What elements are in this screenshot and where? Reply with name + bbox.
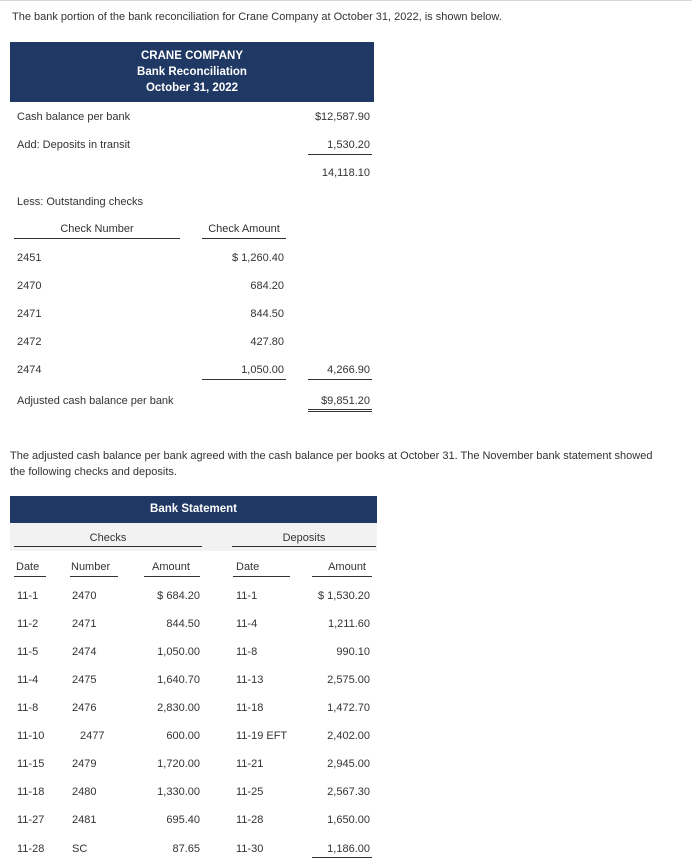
adjusted-balance-value: $9,851.20	[321, 395, 370, 407]
row-number: 2481	[72, 814, 97, 826]
row-date: 11-8	[17, 702, 39, 714]
deposits-label: Add: Deposits in transit	[17, 139, 131, 151]
checks-group-header: Checks	[89, 532, 127, 544]
deposits-value: 1,530.20	[327, 139, 370, 151]
outstanding-check-amount: 427.80	[250, 336, 284, 348]
row-deposit-amount: 1,211.60	[327, 618, 370, 630]
row-deposit-date: 11-28	[236, 814, 264, 826]
row-date: 11-27	[17, 814, 45, 826]
col-amount-header: Amount	[152, 561, 190, 573]
row-deposit-amount: 2,402.00	[327, 730, 370, 742]
row-number: 2480	[72, 786, 97, 798]
row-number: 2470	[72, 590, 97, 602]
row-amount: 1,050.00	[157, 646, 200, 658]
row-amount: 844.50	[166, 618, 200, 630]
deposits-group-header: Deposits	[282, 532, 326, 544]
check-number-header: Check Number	[60, 223, 134, 235]
deposits-group-underline	[232, 546, 376, 547]
last-deposit-underline	[312, 857, 372, 858]
row-number: 2475	[72, 674, 97, 686]
outstanding-check-number: 2470	[17, 280, 42, 292]
row-date: 11-18	[17, 786, 45, 798]
outstanding-check-number: 2451	[17, 252, 42, 264]
row-amount: 1,720.00	[157, 758, 200, 770]
col-dep-date-header: Date	[236, 561, 260, 573]
row-deposit-date: 11-8	[236, 646, 258, 658]
row-deposit-date: 11-4	[236, 618, 258, 630]
top-border	[0, 0, 692, 1]
row-deposit-date: 11-19 EFT	[236, 730, 288, 742]
checks-amount-underline	[202, 379, 286, 380]
reconciliation-date: October 31, 2022	[145, 82, 239, 94]
check-amount-header-underline	[202, 238, 286, 239]
row-deposit-date: 11-18	[236, 702, 264, 714]
col-dep-date-underline	[233, 576, 290, 577]
col-dep-amount-underline	[312, 576, 372, 577]
less-label: Less: Outstanding checks	[17, 196, 143, 208]
checks-total-value: 4,266.90	[327, 364, 370, 376]
row-number: 2477	[80, 730, 105, 742]
row-number: 2479	[72, 758, 97, 770]
row-date: 11-5	[17, 646, 39, 658]
intro-text: The bank portion of the bank reconciliation for Crane Company at October 31, 2022, is shown below.	[12, 11, 502, 23]
row-date: 11-28	[17, 843, 45, 855]
row-deposit-amount: 1,186.00	[327, 843, 370, 855]
checks-total-underline	[308, 379, 372, 380]
row-date: 11-2	[17, 618, 39, 630]
row-number: 2476	[72, 702, 97, 714]
row-number: 2471	[72, 618, 97, 630]
row-number: SC	[72, 843, 88, 855]
deposits-underline	[308, 154, 372, 155]
row-amount: $ 684.20	[157, 590, 200, 602]
row-deposit-amount: 2,575.00	[327, 674, 370, 686]
reconciliation-subtitle: Bank Reconciliation	[137, 66, 247, 78]
row-deposit-amount: 990.10	[336, 646, 370, 658]
company-name: CRANE COMPANY	[140, 50, 243, 62]
row-date: 11-4	[17, 674, 39, 686]
row-amount: 600.00	[166, 730, 200, 742]
cash-balance-value: $12,587.90	[314, 111, 370, 123]
col-number-header: Number	[71, 561, 111, 573]
middle-text-line-1: The adjusted cash balance per bank agreed with the cash balance per books at October 31. The November bank statement showed	[10, 450, 653, 462]
row-deposit-amount: 2,945.00	[327, 758, 370, 770]
row-date: 11-10	[17, 730, 45, 742]
check-number-header-underline	[14, 238, 180, 239]
outstanding-check-number: 2472	[17, 336, 42, 348]
row-deposit-date: 11-13	[236, 674, 264, 686]
row-deposit-amount: 1,650.00	[327, 814, 370, 826]
outstanding-check-amount: 844.50	[250, 308, 284, 320]
row-deposit-date: 11-21	[236, 758, 264, 770]
row-amount: 695.40	[166, 814, 200, 826]
row-deposit-date: 11-1	[236, 590, 258, 602]
row-amount: 1,640.70	[157, 674, 200, 686]
outstanding-check-number: 2471	[17, 308, 42, 320]
row-deposit-date: 11-25	[236, 786, 264, 798]
adjusted-balance-label: Adjusted cash balance per bank	[17, 395, 174, 407]
outstanding-check-number: 2474	[17, 364, 42, 376]
row-deposit-amount: $ 1,530.20	[318, 590, 370, 602]
col-number-underline	[70, 576, 118, 577]
row-amount: 1,330.00	[157, 786, 200, 798]
middle-text-line-2: the following checks and deposits.	[10, 466, 177, 478]
col-dep-amount-header: Amount	[328, 561, 366, 573]
bank-statement-header	[10, 496, 377, 523]
row-deposit-amount: 2,567.30	[327, 786, 370, 798]
check-amount-header: Check Amount	[208, 223, 280, 235]
row-date: 11-1	[17, 590, 39, 602]
outstanding-check-amount: 684.20	[250, 280, 284, 292]
reconciliation-header	[10, 42, 374, 102]
adjusted-balance-double-underline	[308, 409, 372, 412]
outstanding-check-amount: $ 1,260.40	[232, 252, 284, 264]
row-number: 2474	[72, 646, 97, 658]
row-deposit-date: 11-30	[236, 843, 264, 855]
row-deposit-amount: 1,472.70	[327, 702, 370, 714]
checks-group-underline	[14, 546, 202, 547]
col-date-underline	[14, 576, 46, 577]
col-date-header: Date	[16, 561, 40, 573]
row-amount: 87.65	[172, 843, 200, 855]
row-amount: 2,830.00	[157, 702, 200, 714]
bank-statement-title: Bank Statement	[150, 503, 237, 515]
outstanding-check-amount: 1,050.00	[241, 364, 284, 376]
cash-balance-label: Cash balance per bank	[17, 111, 131, 123]
subtotal-value: 14,118.10	[321, 167, 370, 179]
col-amount-underline	[144, 576, 200, 577]
row-date: 11-15	[17, 758, 45, 770]
